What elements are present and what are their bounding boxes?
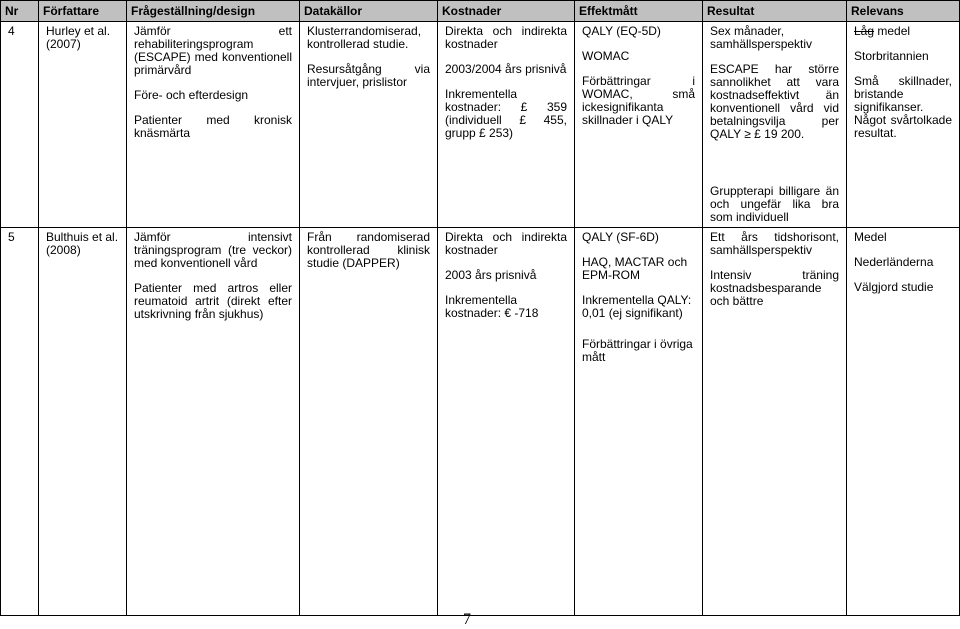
header-nr: Nr xyxy=(1,1,39,22)
cell-relevance xyxy=(847,22,960,182)
cell-nr: 4 xyxy=(1,22,39,182)
cell-costs: Direkta och indirekta kostnader 2003/2004 års prisnivå Inkrementella kostnader: £ 359 (individuell £ 455, grupp £ 253) xyxy=(438,22,575,182)
cell-question: Jämför intensivt träningsprogram (tre veckor) med konventionell vård Patienter med artros eller reumatoid artrit (direkt efter utskrivning från sjukhus) xyxy=(127,227,300,615)
header-costs: Kostnader xyxy=(438,1,575,22)
cell-relevance: Medel Nederländerna Välgjord studie xyxy=(847,227,960,615)
cell-sources: Från randomiserad kontrollerad klinisk studie (DAPPER) xyxy=(300,227,438,615)
relevance-note: Små skillnader, bristande signifikanser. Något svårtolkade resultat. xyxy=(854,74,952,140)
cell-question: Jämför ett rehabiliteringsprogram (ESCAPE) med konventionell primärvård Före- och efterdesign Patienter med kronisk knäsmärta xyxy=(127,22,300,182)
cell-author: Hurley et al. (2007) xyxy=(39,22,127,182)
table-row xyxy=(1,22,960,182)
header-relevance: Relevans xyxy=(847,1,960,22)
header-row xyxy=(1,1,960,22)
header-question: Frågeställning/design xyxy=(127,1,300,22)
cell-author: Bulthuis et al. (2008) xyxy=(39,227,127,615)
cell-result: Sex månader, samhällsperspektiv ESCAPE har större sannolikhet att vara kostnadseffektivt än konventionell vård vid betalningsvilja per QALY ≥ £ 19 200. xyxy=(703,22,847,182)
cell-result-continued: Gruppterapi billigare än och ungefär lika bra som individuell xyxy=(703,182,847,228)
cell-nr: 5 xyxy=(1,227,39,615)
cell-effect: QALY (SF-6D) HAQ, MACTAR och EPM-ROM Inkrementella QALY: 0,01 (ej signifikant) Förbättringar i övriga mått xyxy=(575,227,703,615)
cell-costs: Direkta och indirekta kostnader 2003 års prisnivå Inkrementella kostnader: € -718 xyxy=(438,227,575,615)
table-row xyxy=(1,227,960,615)
cell-result: Ett års tidshorisont, samhällsperspektiv Intensiv träning kostnadsbesparande och bättre xyxy=(703,227,847,615)
cell-effect: QALY (EQ-5D) WOMAC Förbättringar i WOMAC, små ickesignifikanta skillnader i QALY xyxy=(575,22,703,182)
page-number: 7 xyxy=(463,611,471,628)
header-author: Författare xyxy=(39,1,127,22)
header-sources: Datakällor xyxy=(300,1,438,22)
header-effect: Effektmått xyxy=(575,1,703,22)
relevance-struck-level: Låg xyxy=(854,24,875,38)
relevance-level: medel xyxy=(877,24,911,38)
relevance-country: Storbritannien xyxy=(854,49,929,63)
table-row-continuation xyxy=(1,182,960,228)
cell-sources: Klusterrandomiserad, kontrollerad studie. Resursåtgång via intervjuer, prislistor xyxy=(300,22,438,182)
header-result: Resultat xyxy=(703,1,847,22)
